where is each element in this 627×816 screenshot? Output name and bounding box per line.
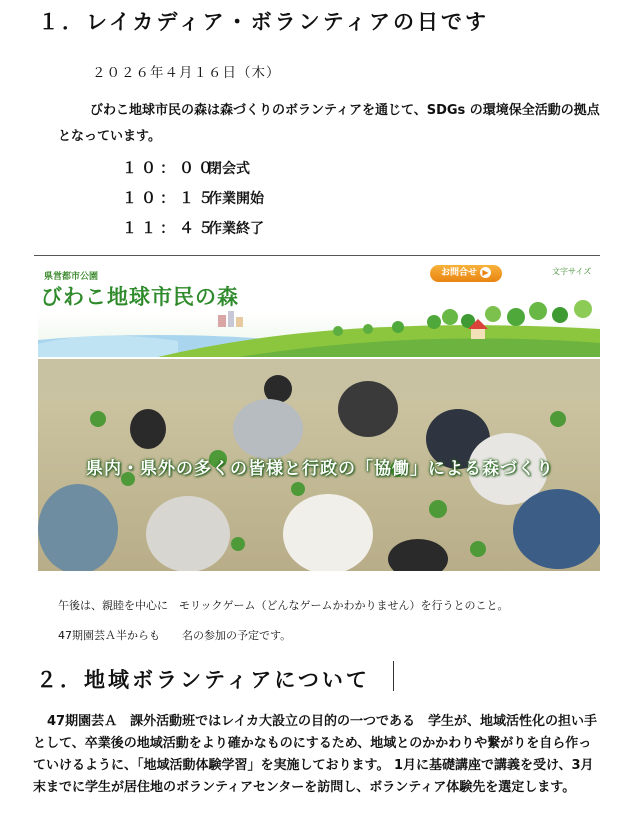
schedule-label: 閉会式	[208, 161, 250, 177]
arrow-right-icon: ▶	[480, 267, 491, 278]
intro-text: びわこ地球市民の森は森づくりのボランティアを通じて、SDGs の環境保全活動の拠点となっています。	[58, 103, 600, 144]
schedule-label: 作業終了	[208, 221, 264, 237]
event-date: ２０２６年４月１６日（木）	[92, 65, 281, 81]
text-cursor	[393, 661, 394, 691]
section2-text: 47期園芸Ａ 課外活動班ではレイカ大設立の目的の一つである 学生が、地域活性化の担い手として、卒業後の地域活動をより確かなものにするため、地域とのかかわりや繋がりを自ら作っていけるように、「地域活動体験学習」を実施しております。 1月に基礎講座で講義を受け、3月末までに学生が居住地のボランティアセンターを訪問し、ボランティア体験先を選定します。	[33, 714, 598, 795]
contact-button-label: お問合せ	[440, 268, 477, 278]
afternoon-note: 午後は、親睦を中心に モリックゲーム（どんなゲームかわかりません）を行うとのこと。	[58, 599, 509, 612]
section2-heading: ２．地域ボランティアについて	[36, 668, 370, 692]
contact-button[interactable]	[430, 265, 502, 282]
intro-paragraph	[58, 98, 606, 150]
schedule-time: １０：１５	[122, 189, 218, 207]
banner-kicker: 県営都市公園	[44, 272, 99, 282]
schedule-row	[122, 217, 264, 238]
volunteer-photo	[38, 359, 600, 571]
divider	[34, 255, 600, 256]
schedule-row	[122, 157, 250, 178]
schedule-time: １１：４５	[122, 219, 218, 237]
participation-note: 47期園芸Ａ半からも 名の参加の予定です。	[58, 629, 292, 642]
schedule-row	[122, 187, 264, 208]
schedule-label: 作業開始	[208, 191, 264, 207]
font-size-label[interactable]: 文字サイズ	[552, 267, 592, 276]
park-banner	[38, 259, 600, 357]
section2-body	[33, 711, 599, 799]
schedule-time: １０：００	[122, 159, 218, 177]
photo-caption: 県内・県外の多くの皆様と行政の「協働」による森づくり	[86, 459, 554, 479]
section1-heading: １．レイカディア・ボランティアの日です	[38, 10, 489, 34]
park-logo: びわこ地球市民の森	[41, 285, 239, 309]
